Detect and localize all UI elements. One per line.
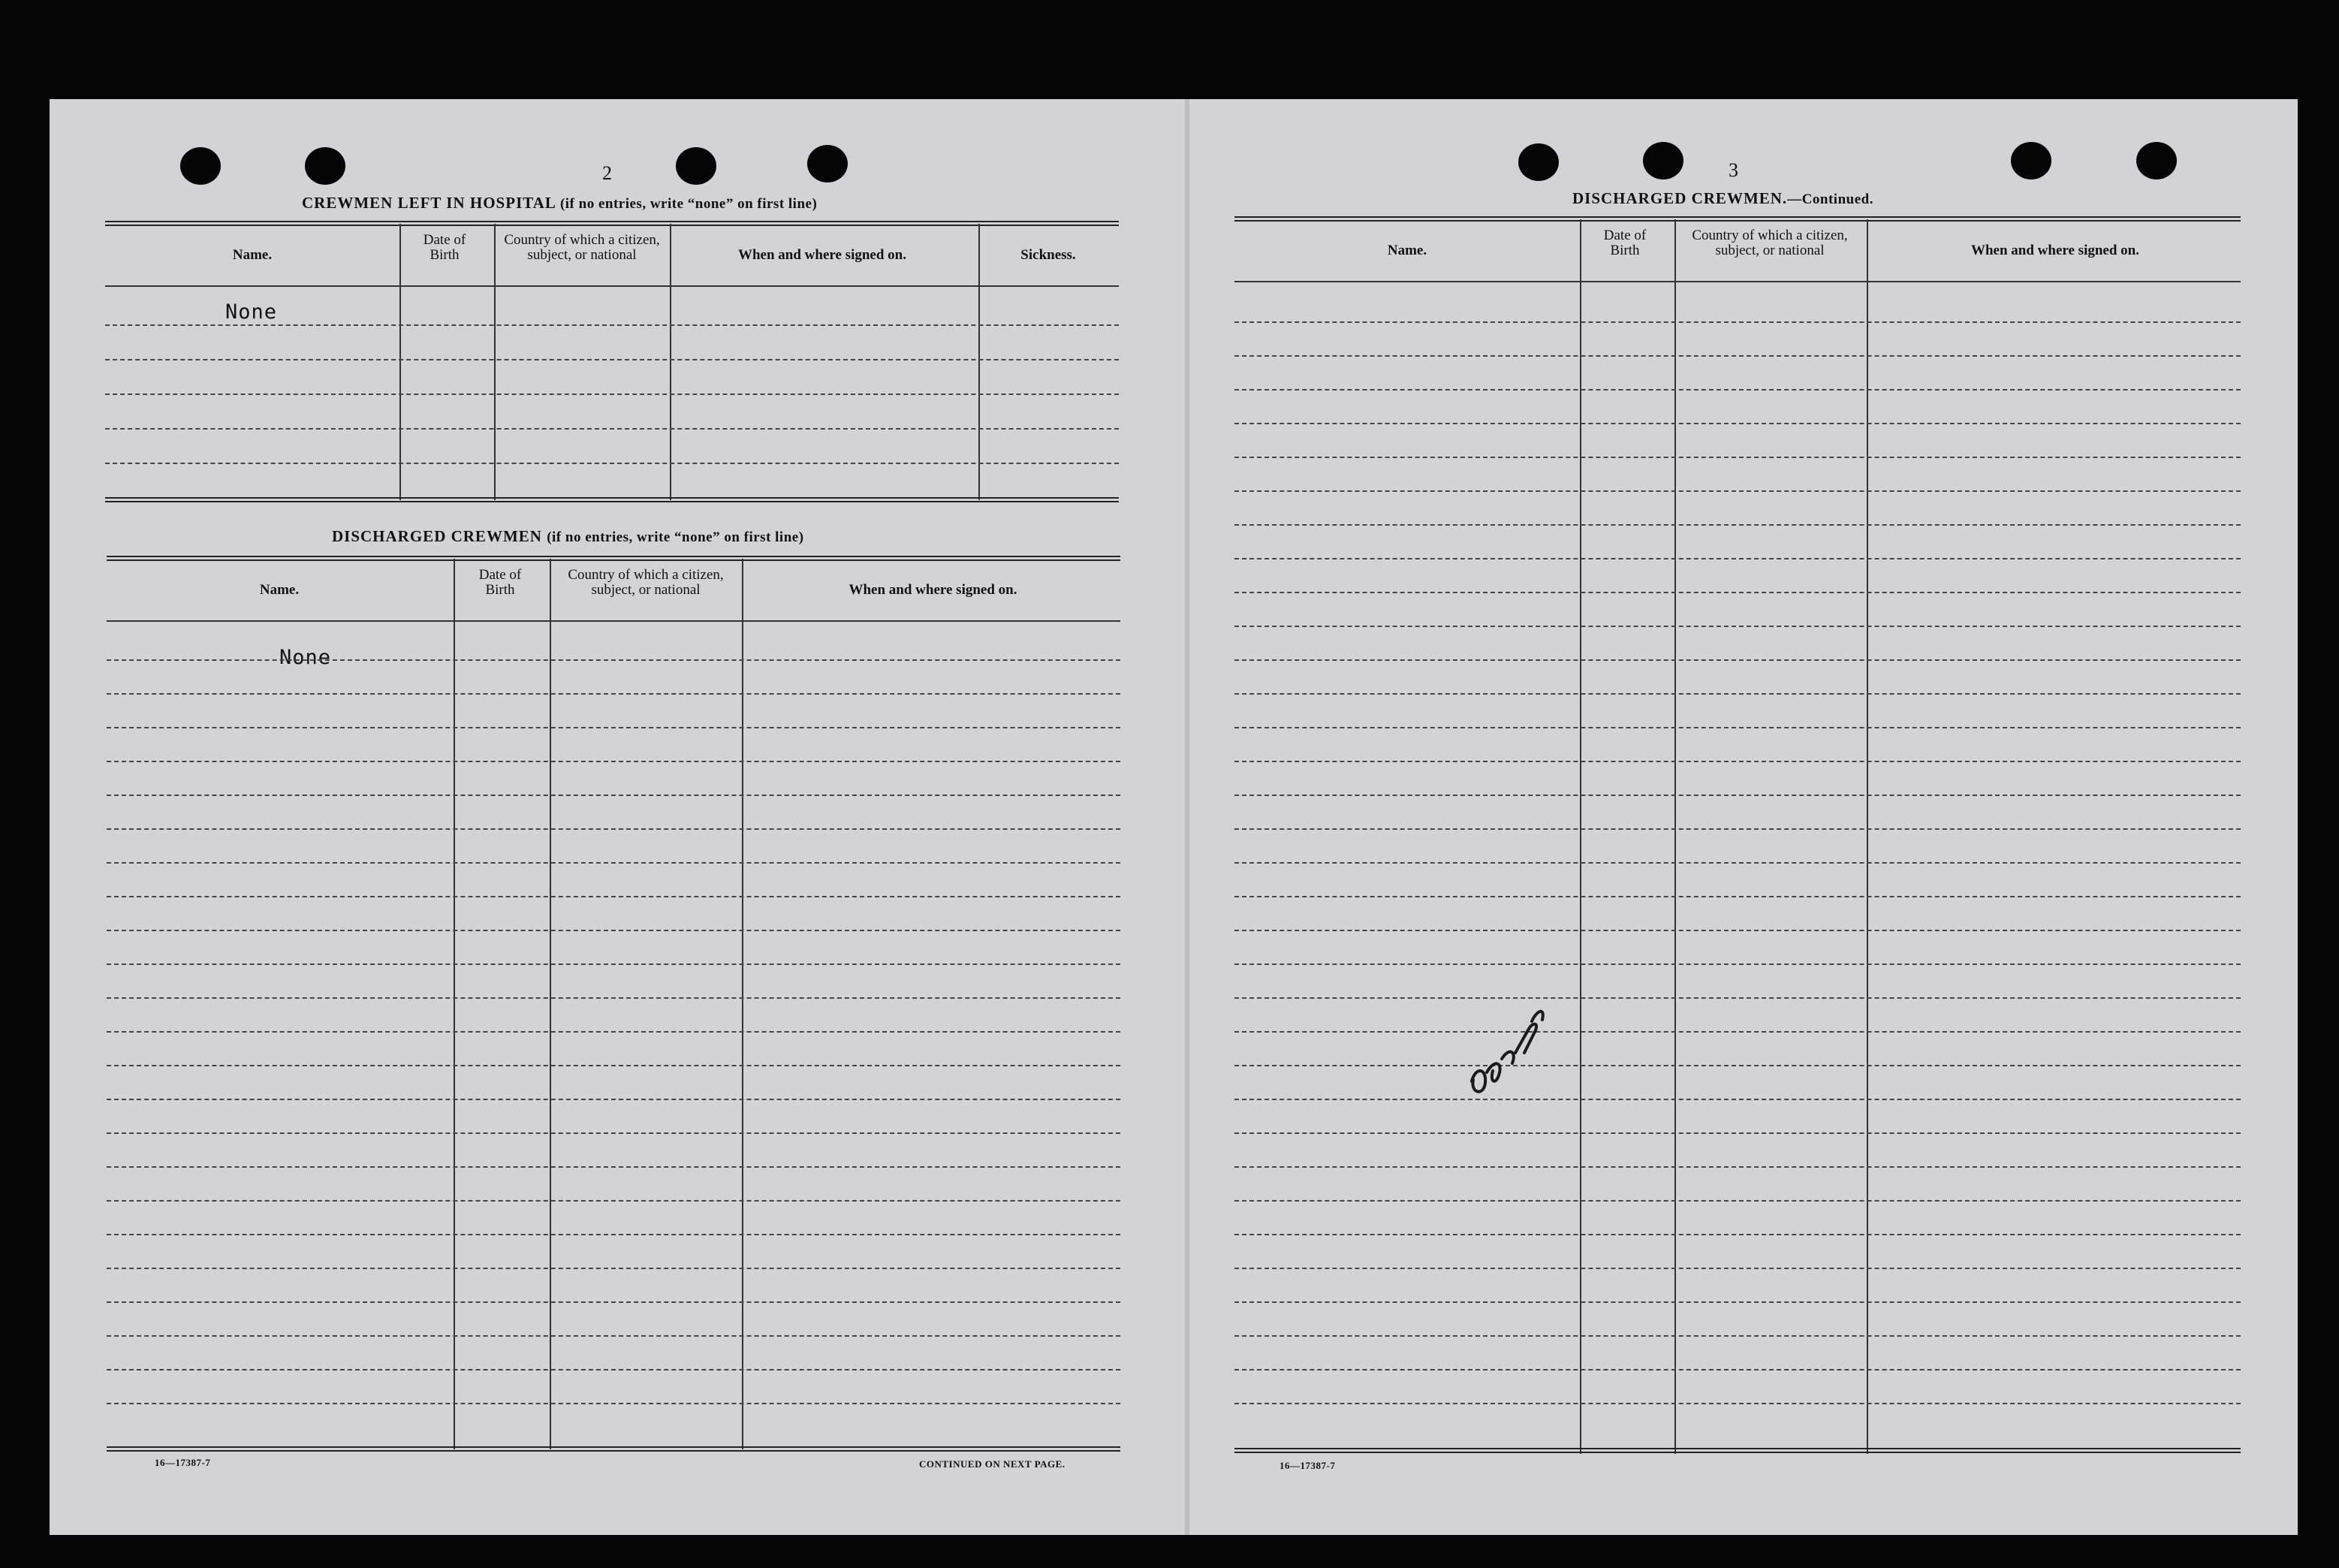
hospital-title-note: (if no entries, write “none” on first line) [559, 196, 818, 212]
discharged-row-line [107, 828, 1120, 830]
right-col-signed-on: When and where signed on. [1970, 243, 2139, 258]
discharged-header-rule [107, 620, 1120, 622]
right-form-number: 16—17387-7 [1280, 1460, 1336, 1471]
hospital-row-line [105, 359, 1119, 360]
right-row-line [1234, 963, 2241, 965]
discharged-row-line [107, 1166, 1120, 1168]
discharged-row-line [107, 1200, 1120, 1202]
discharged-row-line [107, 1065, 1120, 1066]
discharged-row-line [107, 1099, 1120, 1100]
punch-hole-icon [1643, 142, 1683, 179]
discharged-col-signed-on: When and where signed on. [848, 582, 1017, 598]
right-section-title [1572, 189, 1873, 208]
continued-note: CONTINUED ON NEXT PAGE. [919, 1458, 1066, 1470]
hospital-row-line [105, 324, 1119, 326]
hospital-row-line [105, 463, 1119, 464]
handwritten-initials-icon [1457, 984, 1562, 1104]
hospital-table-top-rule [105, 221, 1119, 226]
right-page-number: 3 [1729, 159, 1738, 181]
discharged-row-line [107, 862, 1120, 864]
discharged-col-divider [742, 559, 743, 1449]
punch-hole-icon [305, 147, 345, 185]
right-row-line [1234, 1335, 2241, 1337]
discharged-col-dob: Date of Birth [478, 567, 522, 598]
right-row-line [1234, 693, 2241, 695]
right-row-line [1234, 490, 2241, 492]
right-table-top-rule [1234, 216, 2241, 222]
right-row-line [1234, 389, 2241, 390]
hospital-row-line [105, 428, 1119, 430]
right-row-line [1234, 1268, 2241, 1269]
left-page-number: 2 [602, 162, 612, 184]
right-row-line [1234, 1369, 2241, 1370]
hospital-col-divider [670, 224, 671, 500]
right-title-suffix: —Continued. [1787, 191, 1873, 207]
hospital-col-divider [494, 224, 496, 500]
discharged-row-line [107, 1268, 1120, 1269]
discharged-row-line [107, 997, 1120, 999]
right-row-line [1234, 592, 2241, 593]
punch-hole-icon [180, 147, 221, 185]
discharged-entry-none: None [279, 646, 332, 669]
right-header-rule [1234, 281, 2241, 282]
discharged-table-top-rule [107, 556, 1120, 561]
hospital-header-rule [105, 285, 1119, 287]
document-sheet [50, 99, 2298, 1535]
right-row-line [1234, 896, 2241, 897]
right-row-line [1234, 930, 2241, 931]
discharged-col-country: Country of which a citizen, subject, or national [568, 567, 724, 598]
right-col-name: Name. [1387, 243, 1427, 258]
right-row-line [1234, 1301, 2241, 1303]
page-fold [1185, 99, 1189, 1535]
discharged-row-line [107, 1369, 1120, 1370]
discharged-row-line [107, 727, 1120, 728]
discharged-row-line [107, 1132, 1120, 1134]
discharged-col-name: Name. [259, 582, 300, 598]
hospital-col-name: Name. [232, 247, 273, 263]
right-table-bottom-rule [1234, 1448, 2241, 1453]
discharged-row-line [107, 1031, 1120, 1033]
hospital-entry-none: None [225, 300, 278, 324]
discharged-row-line [107, 693, 1120, 695]
right-row-line [1234, 558, 2241, 559]
right-row-line [1234, 828, 2241, 830]
discharged-row-line [107, 963, 1120, 965]
right-col-dob: Date of Birth [1603, 228, 1647, 258]
right-title-text: DISCHARGED CREWMEN. [1572, 189, 1788, 207]
punch-hole-icon [676, 147, 716, 185]
discharged-section-title [332, 527, 804, 546]
hospital-section-title [302, 194, 817, 213]
right-row-line [1234, 321, 2241, 323]
hospital-col-dob: Date of Birth [423, 232, 466, 263]
hospital-col-country: Country of which a citizen, subject, or national [504, 232, 660, 263]
discharged-row-line [107, 1403, 1120, 1404]
discharged-title-text: DISCHARGED CREWMEN [332, 527, 542, 545]
right-row-line [1234, 727, 2241, 728]
punch-hole-icon [2136, 142, 2177, 179]
discharged-row-line [107, 1301, 1120, 1303]
right-row-line [1234, 795, 2241, 796]
discharged-row-line [107, 930, 1120, 931]
right-row-line [1234, 997, 2241, 999]
hospital-table-bottom-rule [105, 497, 1119, 502]
right-col-country: Country of which a citizen, subject, or national [1692, 228, 1848, 258]
hospital-col-divider [978, 224, 980, 500]
right-row-line [1234, 1166, 2241, 1168]
hospital-col-divider [399, 224, 401, 500]
hospital-col-sickness: Sickness. [1020, 247, 1076, 263]
right-row-line [1234, 761, 2241, 762]
discharged-row-line [107, 896, 1120, 897]
right-row-line [1234, 1234, 2241, 1235]
right-row-line [1234, 1132, 2241, 1134]
discharged-table-bottom-rule [107, 1446, 1120, 1452]
punch-hole-icon [807, 145, 848, 182]
right-row-line [1234, 524, 2241, 526]
right-row-line [1234, 1031, 2241, 1033]
discharged-col-divider [454, 559, 455, 1449]
right-row-line [1234, 355, 2241, 357]
right-row-line [1234, 626, 2241, 627]
hospital-col-signed-on: When and where signed on. [737, 247, 906, 263]
discharged-row-line [107, 795, 1120, 796]
discharged-row-line [107, 1234, 1120, 1235]
discharged-row-line [107, 1335, 1120, 1337]
right-row-line [1234, 659, 2241, 661]
right-row-line [1234, 457, 2241, 458]
right-row-line [1234, 1403, 2241, 1404]
right-row-line [1234, 1065, 2241, 1066]
hospital-row-line [105, 394, 1119, 395]
discharged-row-line [107, 761, 1120, 762]
discharged-title-note: (if no entries, write “none” on first line) [547, 529, 804, 545]
discharged-row-line [107, 659, 1120, 661]
right-row-line [1234, 1200, 2241, 1202]
punch-hole-icon [1518, 143, 1559, 181]
left-form-number: 16—17387-7 [155, 1457, 211, 1468]
right-row-line [1234, 423, 2241, 424]
discharged-col-divider [550, 559, 551, 1449]
right-row-line [1234, 1099, 2241, 1100]
hospital-title-text: CREWMEN LEFT IN HOSPITAL [302, 194, 556, 212]
punch-hole-icon [2011, 142, 2051, 179]
right-row-line [1234, 862, 2241, 864]
